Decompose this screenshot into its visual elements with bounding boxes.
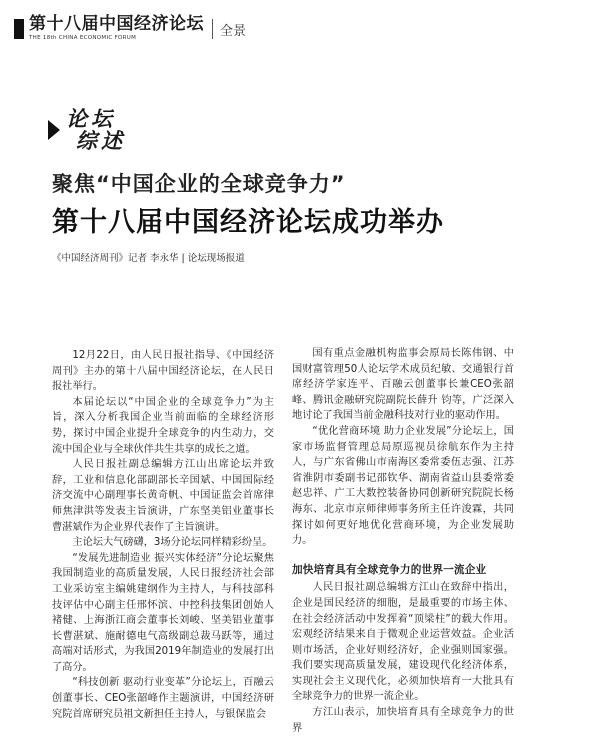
- paragraph: 12月22日，由人民日报社指导、《中国经济周刊》主办的第十八届中国经济论坛，在人民日报社举行。: [52, 350, 274, 393]
- paragraph: “科技创新 驱动行业变革”分论坛上，百融云创董事长、CEO张韶峰作主题演讲，中国经济研究院首席研究员祖文新担任主持人，与银保监会: [52, 677, 274, 720]
- header-subtitle: THE 18th CHINA ECONOMIC FORUM: [29, 35, 137, 42]
- rubric-line-1: 论坛: [66, 106, 116, 131]
- rubric-text: [66, 108, 126, 152]
- header-section-label: 全景: [220, 23, 247, 39]
- right-column: [292, 346, 514, 736]
- header-title: 第十八届中国经济论坛: [29, 14, 204, 35]
- section-subhead: 加快培育具有全球竞争力的世界一流企业: [292, 563, 487, 576]
- headline-title: 第十八届中国经济论坛成功举办: [52, 207, 444, 238]
- left-column: [52, 348, 274, 722]
- rubric-line-2: 综述: [76, 128, 126, 153]
- rubric: [48, 108, 126, 152]
- paragraph: 人民日报社副总编辑方江山出席论坛并致辞，工业和信息化部副部长辛国斌、中国国际经济交流中心副理事长黄奇帆、中国证监会首席律师焦津洪等发表主旨演讲，广东坚美铝业董事长曹湛斌作为企业界代表作了主旨演讲。: [52, 459, 274, 533]
- paragraph: “发展先进制造业 振兴实体经济”分论坛聚焦我国制造业的高质量发展，人民日报经济社会部工业采访室主编姚建纲作为主持人，与科技部科技评估中心副主任邢怀滨、中控科技集团创始人褚健、上海浙江商会董事长刘峻、坚美铝业董事长曹湛斌、施耐德电气高级副总裁马跃等，通过高端对话形式，为我国2019年制造业的发展打出了高分。: [52, 552, 274, 673]
- headline-kicker: 聚焦“中国企业的全球竞争力”: [52, 172, 346, 196]
- header-marker: [14, 19, 24, 39]
- header-title-block: [29, 16, 204, 42]
- paragraph: 人民日报社副总编辑方江山在致辞中指出，企业是国民经济的细胞，是最重要的市场主体、在社会经济活动中发挥着“顶梁柱”的载大作用。宏观经济结果来自于微观企业运营效益。企业活则市场活，企业好则经济好，企业强则国家强。我们要实现高质量发展，建设现代化经济体系，实现社会主义现代化，必须加快培育一大批具有全球竞争力的世界一流企业。: [292, 582, 514, 703]
- page-header: [14, 14, 246, 44]
- paragraph: 国有重点金融机构监事会原局长陈伟钢、中国财富管理50人论坛学术成员纪敏、交通银行首席经济学家连平、百融云创董事长兼CEO张韶峰、腾讯金融研究院副院长薛升 钧等，广泛深入地讨论了我国当前金融科技对行业的驱动作用。: [292, 348, 514, 422]
- paragraph: 本届论坛以“中国企业的全球竞争力”为主旨，深入分析我国企业当前面临的全球经济形势，探讨中国企业提升全球竞争的内生动力，交流中国企业与全球伙伴共生共享的成长之道。: [52, 396, 274, 455]
- header-divider: [212, 19, 213, 39]
- paragraph: 方江山表示，加快培育具有全球竞争力的世界: [292, 707, 514, 734]
- byline: 《中国经济周刊》记者 李永华 | 论坛现场报道: [52, 253, 245, 264]
- paragraph: 主论坛大气磅礴，3场分论坛同样精彩纷呈。: [72, 537, 273, 549]
- rubric-arrow-icon: [48, 120, 60, 140]
- paragraph: “优化营商环境 助力企业发展”分论坛上，国家市场监督管理总局原巡视员徐航东作为主持人，与广东省佛山市南海区委常委伍志强、江苏省淮阴市委副书记邵钦华、湖南省益山县委常委赵忠祥、广工大数控装备协同创新研究院院长杨海东、北京市京师律师事务所主任许浚霖，共同探讨如何更好地优化营商环境，为企业发展助力。: [292, 425, 514, 547]
